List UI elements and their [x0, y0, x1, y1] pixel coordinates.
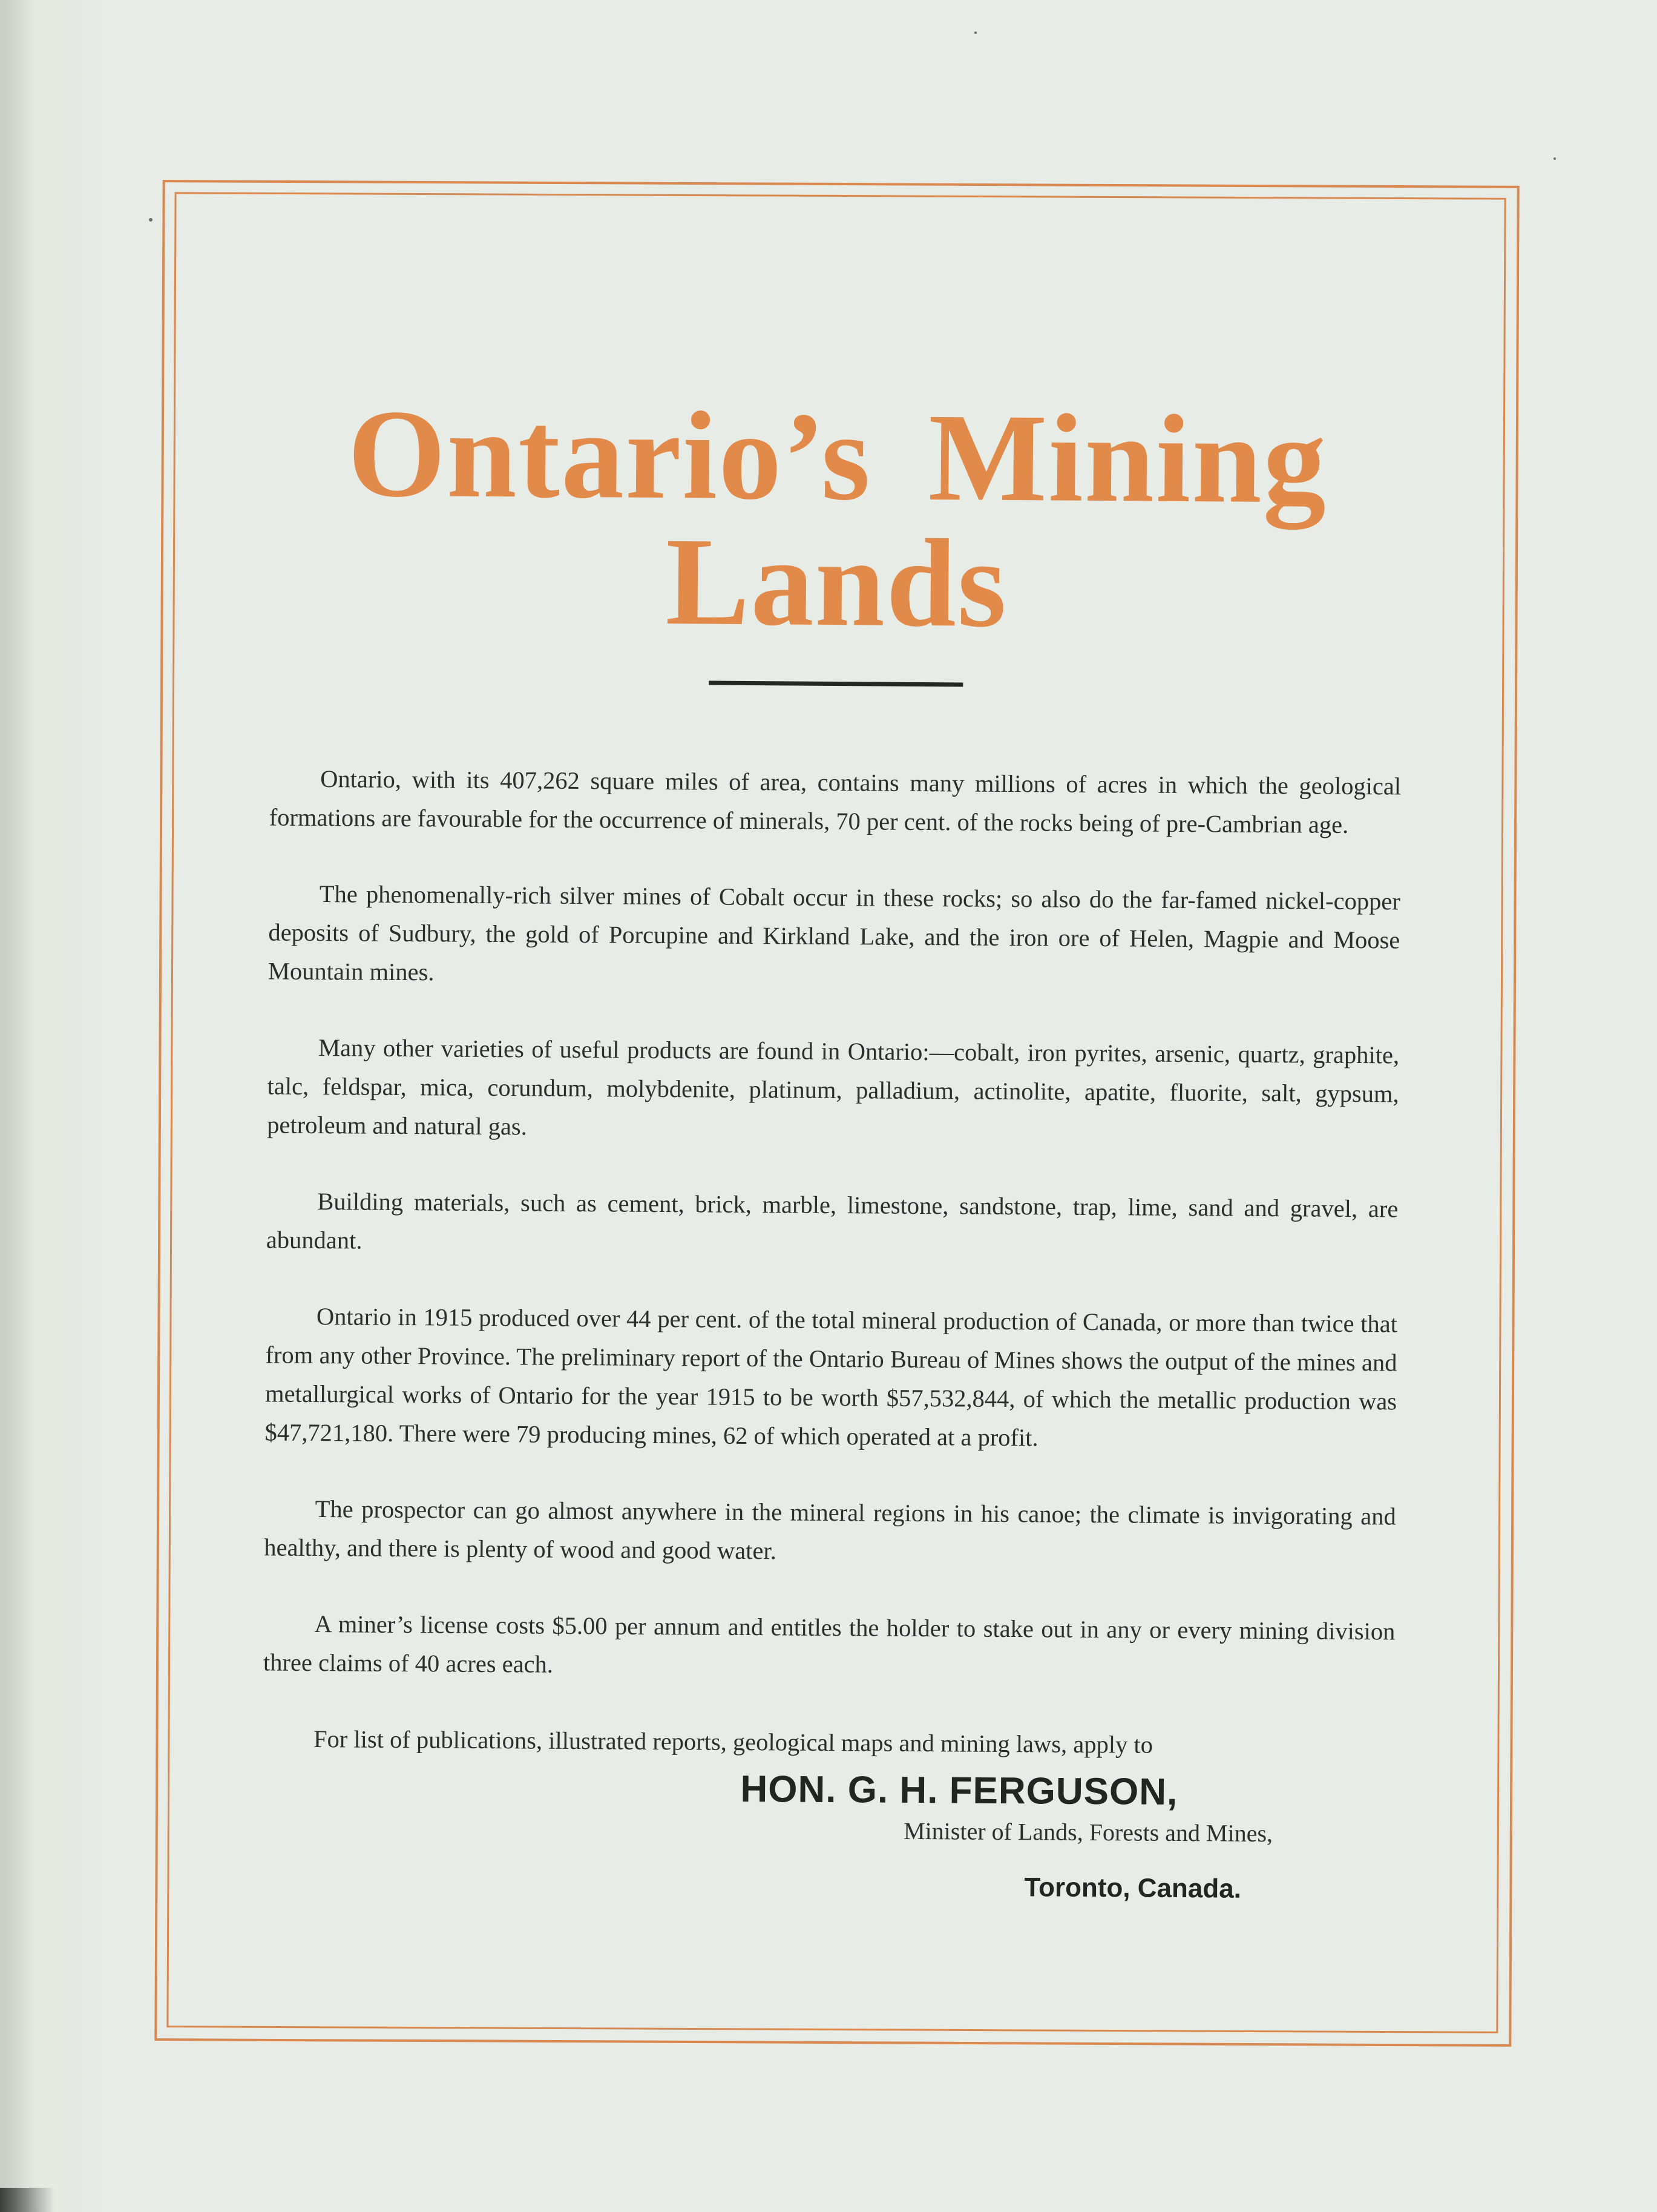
body-text [263, 759, 1401, 1766]
paragraph: Building materials, such as cement, brick, marble, limestone, sandstone, trap, lime, sand and gravel, are abundant. [266, 1188, 1399, 1254]
paragraph: Ontario, with its 407,262 square miles of area, contains many millions of acres in which the geological formations are favourable for the occurrence of minerals, 70 per cent. of the rocks being of pre-Cambrian age. [269, 765, 1402, 838]
paragraph: Ontario in 1915 produced over 44 per cent. of the total mineral production of Canada, or more than twice that from any other Province. The preliminary report of the Ontario Bureau of Mines shows the output of the mines and metallurgical works of Ontario for the year 1915 to be worth $57,532,844, of which the metallic production was $47,721,180. There were 79 producing mines, 62 of which operated at a profit. [264, 1303, 1398, 1452]
signatory-location: Toronto, Canada. [1024, 1872, 1242, 1904]
paper-speck [974, 31, 977, 34]
paragraph: Many other varieties of useful products are found in Ontario:—cobalt, iron pyrites, arsenic, quartz, graphite, talc, feldspar, mica, corundum, molybdenite, platinum, palladium, actinolite, apatite, fluorite, salt, gypsum, petroleum and natural gas. [267, 1034, 1400, 1141]
page-corner-shadow [0, 2188, 54, 2212]
page-title: Ontario’s Mining Lands [347, 383, 1328, 653]
title-underline [709, 681, 963, 687]
paragraph: For list of publications, illustrated reports, geological maps and mining laws, apply to [313, 1725, 1153, 1759]
paper-speck [1554, 157, 1556, 160]
paper-speck [149, 218, 153, 222]
signatory-name: HON. G. H. FERGUSON, [740, 1768, 1178, 1813]
paragraph: The phenomenally-rich silver mines of Cobalt occur in these rocks; so also do the far-famed nickel-copper deposits of Sudbury, the gold of Porcupine and Kirkland Lake, and the iron ore of Helen, Magpie and Moose Mountain mines. [267, 880, 1400, 986]
spine-shadow [0, 0, 33, 2212]
paragraph: The prospector can go almost anywhere in the mineral regions in his canoe; the climate is invigorating and healthy, and there is plenty of wood and good water. [264, 1495, 1396, 1565]
signatory-position: Minister of Lands, Forests and Mines, [903, 1817, 1273, 1848]
advertisement-content [261, 359, 1404, 1905]
paragraph: A miner’s license costs $5.00 per annum and entitles the holder to stake out in any or every mining division three claims of 40 acres each. [263, 1610, 1396, 1678]
